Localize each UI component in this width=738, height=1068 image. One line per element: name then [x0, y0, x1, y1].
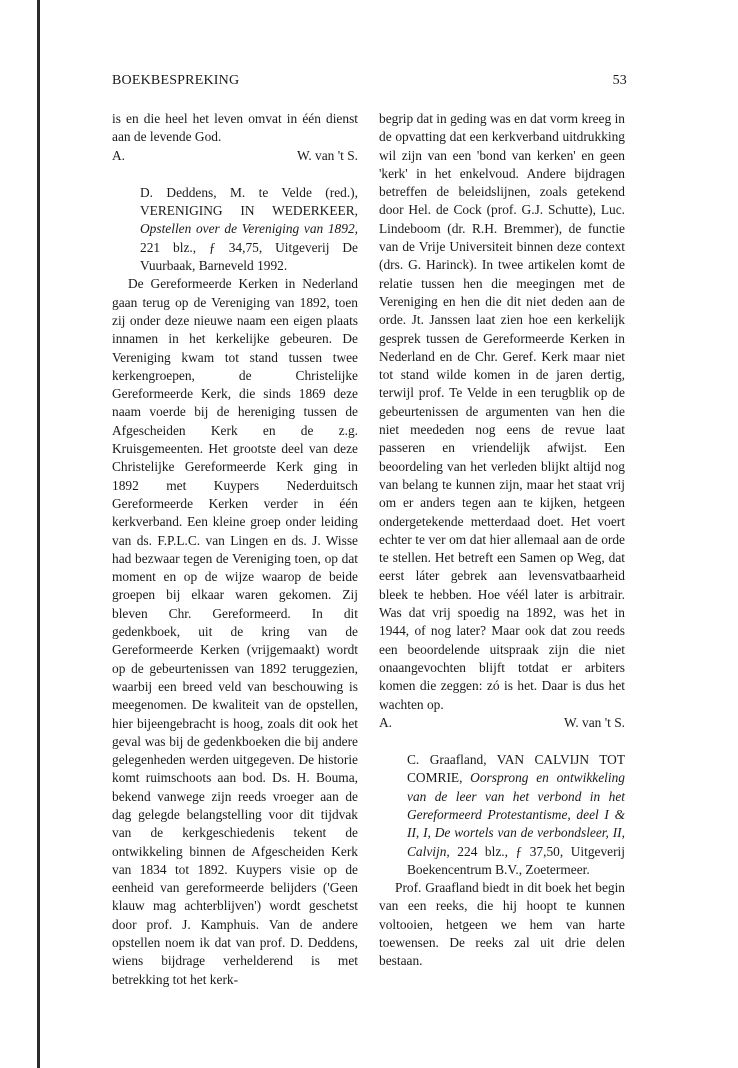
book-reference-details: 224 blz., ƒ 37,50, Uitgeverij Boekencentrum B.V., Zoetermeer.: [407, 843, 625, 877]
book-reference-details: 221 blz., ƒ 34,75, Uitgeverij De Vuurbaak, Barneveld 1992.: [140, 239, 358, 274]
book-reference: [140, 184, 358, 275]
continued-paragraph: is en die heel het leven omvat in één dienst aan de levende God.: [112, 111, 358, 145]
review-body: Prof. Graafland biedt in dit boek het begin van een reeks, die hij hoopt te kunnen voltooien, hetgeen we hem van harte toewensen. De reeks zal uit drie delen bestaan.: [379, 880, 625, 969]
signature-name: W. van 't S.: [563, 714, 625, 730]
book-reference-main: C. Graafland, VAN CALVIJN TOT COMRIE,: [407, 752, 625, 786]
signature-initial: A.: [112, 147, 126, 163]
book-reference-subtitle: Opstellen over de Vereniging van 1892,: [140, 221, 358, 237]
right-column: [379, 110, 625, 971]
signature-name: W. van 't S.: [296, 147, 358, 163]
spacer: [112, 165, 358, 184]
book-reference-subtitle: Oorsprong en ontwikkeling van de leer van het verbond in het Gereformeerd Protestantisme, deel I & II, I, De wortels van de verbondsleer, II, Calvijn,: [407, 770, 625, 859]
left-column: [112, 110, 358, 989]
review-signature: [112, 147, 358, 165]
review-body-continued: begrip dat in geding was en dat vorm kreeg in de opvatting dat een kerkverband uitdrukking wil zijn van een 'bond van kerken' en geen 'kerk' in het enkelvoud. Andere bijdragen betreffen de beleidslijnen, zoals getekend door Hel. de Cock (prof. G.J. Schutte), Luc. Lindeboom (dr. R.H. Bremmer), de functie van de Vrije Universiteit binnen deze context (drs. G. Harinck). In twee artikelen komt de relatie tussen hen die meegingen met de Vereniging en hen die dit niet deden aan de orde. Jt. Janssen laat zien hoe een kerkelijk gesprek tussen de Gereformeerde Kerken in Nederland en de Chr. Geref. Kerk maar niet tot stand wilde komen in de jaren dertig, terwijl prof. Te Velde in een terugblik op de gebeurtenissen de argumenten van hen die niet meededen nog eens de revue laat passeren en vriendelijk afwijst. Een beoordeling van het verleden blijkt altijd nog van belang te kunnen zijn, maar het staat vrij om er anders tegen aan te kijken, hetgeen ondergetekende metterdaad doet. Het voert echter te ver om dat hier allemaal aan de orde te stellen. Het betreft een Samen op Weg, dat eerst láter gebrek aan levensvatbaarheid bleek te hebben. Hoe véél later is arbitrair. Was dat vrij spoedig na 1892, was het in 1944, of nog later? Maar ook dat zou reeds een beoordelende uitspraak zijn die niet onaangevochten blijft totdat er arbiters komen die zeggen: zó is het. Daar is dus het wachten op.: [379, 111, 625, 712]
review-signature: [379, 714, 625, 732]
page-header: [112, 73, 627, 93]
spacer: [379, 732, 625, 751]
running-title: BOEKBESPREKING: [112, 73, 240, 88]
scan-edge-line: [37, 0, 40, 1068]
review-body: De Gereformeerde Kerken in Nederland gaan terug op de Vereniging van 1892, toen zij onder deze nieuwe naam een eigen plaats innamen in het kerkelijke gebeuren. De Vereniging kwam tot stand tussen twee kerkengroepen, de Christelijke Gereformeerde Kerk, die sinds 1869 deze naam voerde bij de hereniging tussen de Afgescheiden Kerk en de z.g. Kruisgemeenten. Het grootste deel van deze Christelijke Gereformeerde Kerk ging in 1892 met Kuypers Nederduitsch Gereformeerde Kerken verder in één kerkverband. Een kleine groep onder leiding van ds. F.P.L.C. van Lingen en ds. J. Wisse had bezwaar tegen de Vereniging toen, op dat moment en op de wijze waarop de beide groepen bij elkaar waren gekomen. Zij bleven Chr. Gereformeerd. In dit gedenkboek, uit de kring van de Gereformeerde Kerken (vrijgemaakt) wordt op de gebeurtenissen van 1892 teruggezien, waarbij een breed veld van beschouwing is meegenomen. De kwaliteit van de opstellen, hier bijeengebracht is hoog, zoals dit ook het geval was bij de gedenkboeken die bij andere gelegenheden werden uitgegeven. De historie komt ruimschoots aan bod. Ds. H. Bouma, bekend vanwege zijn reeds vroeger aan de dag gelegde belangstelling voor dit tijdvak van de kerkgeschiedenis tekent de ontwikkeling binnen de Afgescheiden Kerk van 1834 tot 1892. Kuypers visie op de eenheid van gereformeerde belijders ('Geen klauw mag achterblijven') wordt geschetst door prof. J. Kamphuis. Van de andere opstellen noem ik dat van prof. D. Deddens, wiens bijdrage verhelderend is met betrekking tot het kerk-: [112, 276, 358, 987]
signature-initial: A.: [379, 714, 393, 730]
book-reference-main: D. Deddens, M. te Velde (red.), VERENIGING IN WEDERKEER,: [140, 184, 358, 219]
page-number: 53: [612, 73, 627, 88]
book-reference: [407, 751, 625, 879]
